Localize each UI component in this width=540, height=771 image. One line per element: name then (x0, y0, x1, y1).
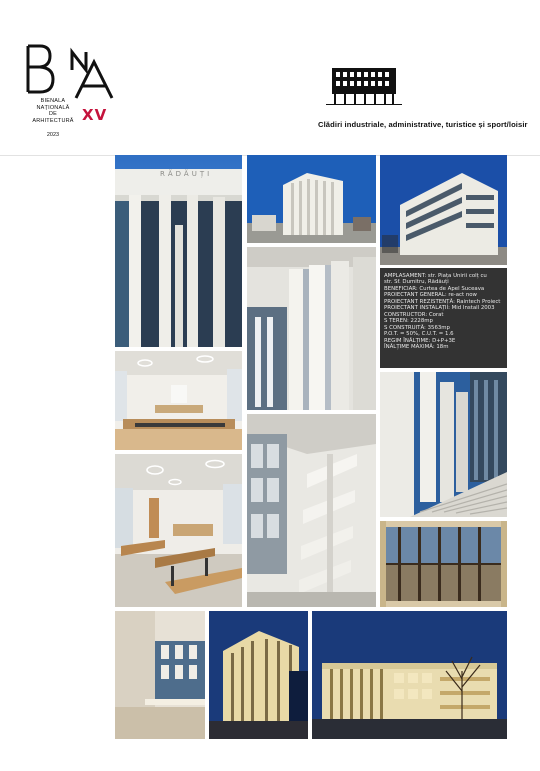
photo-atrium (115, 611, 205, 739)
page-header (0, 0, 540, 155)
logo-line: NAȚIONALĂ (36, 104, 70, 111)
info-line: CONSTRUCTOR: Corat (384, 311, 444, 318)
facade-sign: RĂDĂUȚI (160, 170, 213, 178)
logo-line: ARHITECTURĂ (32, 117, 74, 124)
project-info-panel (380, 268, 507, 368)
logo-year: 2023 (46, 132, 60, 138)
category-title: Clădiri industriale, administrative, turistice și sport/loisir (318, 120, 528, 129)
bna-logo-mark (20, 40, 120, 100)
logo-text (28, 98, 78, 124)
photo-staircase (247, 414, 376, 607)
photo-exterior-steps (380, 372, 507, 517)
info-line: ÎNĂLȚIME MAXIMĂ: 18m (384, 343, 449, 350)
photo-courtroom (115, 351, 242, 450)
photo-glass-facade (380, 521, 507, 607)
photo-building-day (247, 155, 376, 243)
info-line: BENEFICIAR: Curtea de Apel Suceava (384, 285, 485, 292)
bna-logo (20, 40, 130, 140)
info-line: PROIECTANT INSTALAȚII: Mid Install 2003 (384, 305, 495, 312)
info-line: str. Sf. Dumitru, Rădăuți (384, 279, 449, 286)
photo-courtroom-benches (115, 454, 242, 607)
info-line: PROIECTANT REZISTENȚĂ: Raintech Proiect (384, 298, 501, 305)
info-line: P.O.T. = 50%, C.U.T. = 1.6 (384, 331, 454, 338)
photo-columns-detail (247, 247, 376, 410)
logo-line: DE (48, 111, 58, 118)
logo-line: BIENALA (40, 98, 66, 104)
photo-building-side (380, 155, 507, 265)
info-line: AMPLASAMENT: str. Piața Unirii colț cu (384, 273, 487, 279)
building-icon (326, 66, 402, 106)
photo-night-panorama (312, 611, 507, 739)
photo-facade-columns (115, 155, 242, 347)
info-line: REGIM ÎNĂLȚIME: D+P+3E (384, 337, 456, 344)
photo-night-corner (209, 611, 308, 739)
info-line: S CONSTRUITĂ: 3563mp (384, 324, 450, 331)
info-line: S TEREN: 2228mp (384, 318, 433, 325)
info-line: PROIECTANT GENERAL: re-act now (384, 292, 477, 299)
logo-edition: XV (82, 106, 108, 124)
